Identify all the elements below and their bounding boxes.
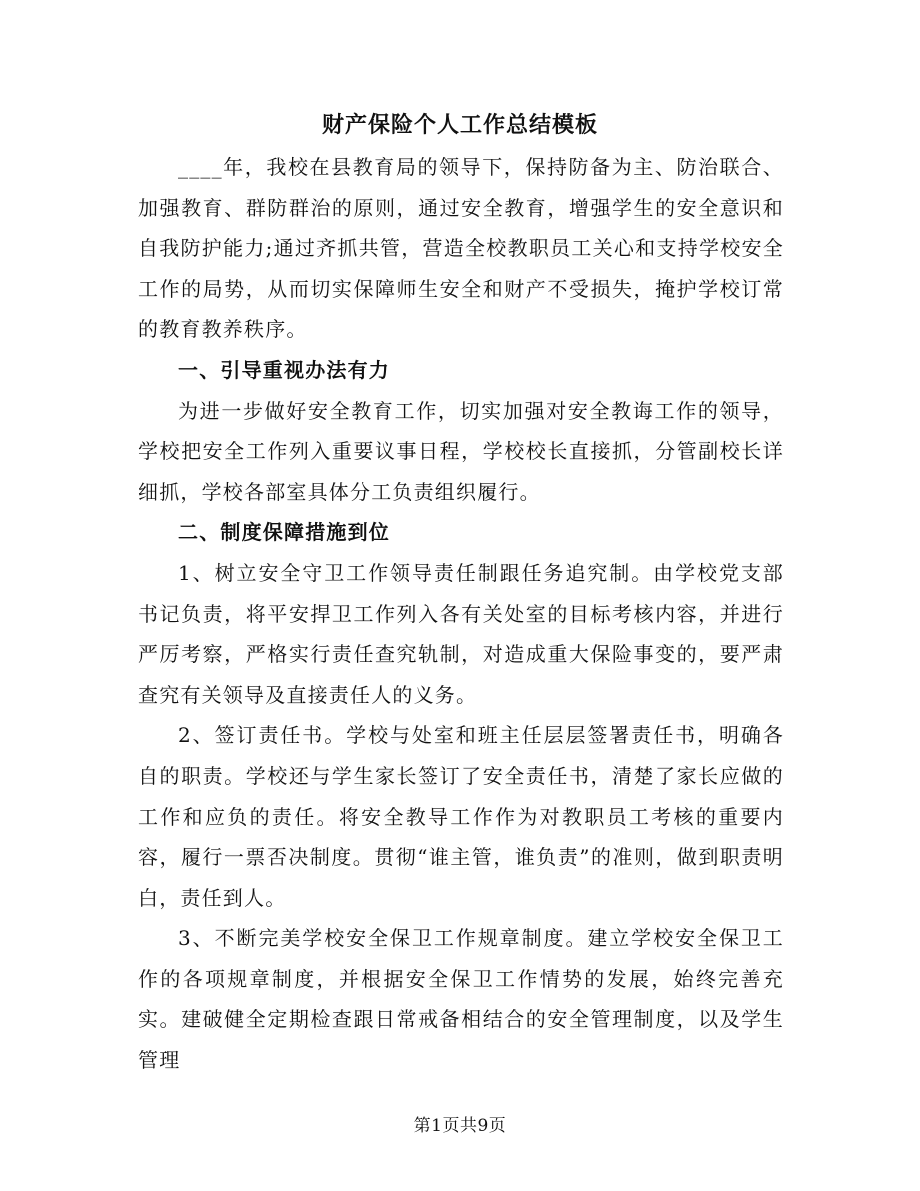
paragraph-section-1: 为进一步做好安全教育工作，切实加强对安全教诲工作的领导，学校把安全工作列入重要议事日程，学校校长直接抓，分管副校长详细抓，学校各部室具体分工负责组织履行。 <box>138 398 784 504</box>
page-number-footer: 第1页共9页 <box>413 1116 507 1136</box>
paragraph-intro: ____年，我校在县教育局的领导下，保持防备为主、防治联合、加强教育、群防群治的原则，通过安全教育，增强学生的安全意识和自我防护能力;通过齐抓共管，营造全校教职员工关心和支持学校安全工作的局势，从而切实保障师生安全和财产不受损失，掩护学校订常的教育教养秩序。 <box>138 155 784 342</box>
paragraph-item-2: 2、签订责任书。学校与处室和班主任层层签署责任书，明确各自的职责。学校还与学生家长签订了安全责任书，清楚了家长应做的工作和应负的责任。将安全教导工作作为对教职员工考核的重要内容，履行一票否决制度。贯彻“谁主管，谁负责”的准则，做到职责明白，责任到人。 <box>138 723 784 910</box>
document-title: 财产保险个人工作总结模板 <box>321 112 598 138</box>
section-heading-2: 二、制度保障措施到位 <box>178 520 390 545</box>
document-body <box>138 147 784 1081</box>
paragraph-item-3: 3、不断完美学校安全保卫工作规章制度。建立学校安全保卫工作的各项规章制度，并根据安全保卫工作情势的发展，始终完善充实。建破健全定期检查跟日常戒备相结合的安全管理制度，以及学生管理 <box>138 926 784 1073</box>
paragraph-item-1: 1、树立安全守卫工作领导责任制跟任务追究制。由学校党支部书记负责，将平安捍卫工作列入各有关处室的目标考核内容，并进行严厉考察，严格实行责任查究轨制，对造成重大保险事变的，要严肃查究有关领导及直接责任人的义务。 <box>138 560 784 707</box>
section-heading-1: 一、引导重视办法有力 <box>178 357 390 382</box>
